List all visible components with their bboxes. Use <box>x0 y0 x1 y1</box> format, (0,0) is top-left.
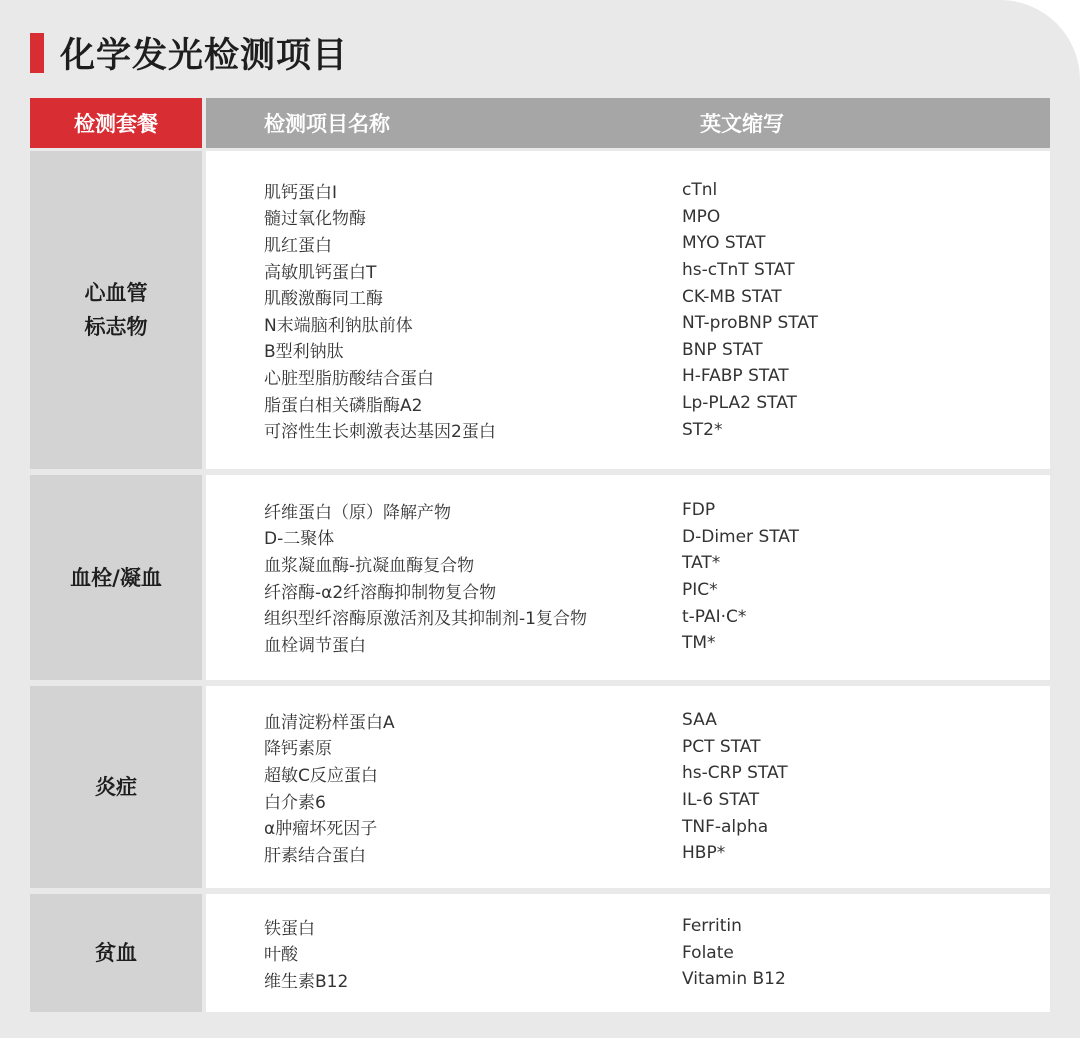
page-title-wrap <box>30 28 348 78</box>
group-category: 炎症 <box>30 686 202 888</box>
page-title: 化学发光检测项目 <box>60 36 349 76</box>
table-row <box>206 310 1050 337</box>
header-item-name: 检测项目名称 <box>264 112 390 136</box>
table-row <box>206 550 1050 577</box>
item-abbr: t-PAI·C* <box>682 606 747 627</box>
item-abbr: Ferritin <box>682 916 742 937</box>
item-abbr: CK-MB STAT <box>682 286 782 307</box>
test-items-table <box>30 98 1050 1018</box>
item-abbr: ST2* <box>682 419 723 440</box>
header-category: 检测套餐 <box>30 98 202 148</box>
table-row <box>206 760 1050 787</box>
table-row <box>206 204 1050 231</box>
group-category: 血栓/凝血 <box>30 475 202 680</box>
table-row <box>206 630 1050 657</box>
table-row <box>206 734 1050 761</box>
title-accent-bar <box>30 33 44 73</box>
item-abbr: FDP <box>682 500 716 521</box>
group-inflammation <box>30 686 1050 888</box>
item-abbr: PIC* <box>682 580 718 601</box>
item-abbr: HBP* <box>682 843 726 864</box>
item-name: N末端脑利钠肽前体 <box>264 315 413 336</box>
table-row <box>206 363 1050 390</box>
group-category: 贫血 <box>30 894 202 1012</box>
header-abbreviation: 英文缩写 <box>700 112 784 136</box>
item-name: 脂蛋白相关磷脂酶A2 <box>264 395 423 416</box>
item-name: 纤溶酶-α2纤溶酶抑制物复合物 <box>264 582 497 603</box>
item-name: 可溶性生长刺激表达基因2蛋白 <box>264 422 496 443</box>
item-name: 白介素6 <box>264 792 326 813</box>
item-abbr: Folate <box>682 942 734 963</box>
item-abbr: Vitamin B12 <box>682 969 786 990</box>
item-name: D-二聚体 <box>264 529 335 550</box>
table-row <box>206 416 1050 443</box>
item-name: 铁蛋白 <box>264 918 315 939</box>
table-row <box>206 230 1050 257</box>
item-abbr: D-Dimer STAT <box>682 526 799 547</box>
item-name: 髓过氧化物酶 <box>264 209 366 230</box>
item-name: 高敏肌钙蛋白T <box>264 262 377 283</box>
item-abbr: IL-6 STAT <box>682 790 760 811</box>
table-header <box>30 98 1050 148</box>
group-thrombosis <box>30 475 1050 680</box>
table-row <box>206 787 1050 814</box>
table-row <box>206 283 1050 310</box>
item-abbr: H-FABP STAT <box>682 366 789 387</box>
item-name: 维生素B12 <box>264 971 349 992</box>
item-name: 肝素结合蛋白 <box>264 845 366 866</box>
table-row <box>206 707 1050 734</box>
item-abbr: PCT STAT <box>682 736 761 757</box>
item-abbr: cTnl <box>682 180 718 201</box>
item-name: 纤维蛋白（原）降解产物 <box>264 502 451 523</box>
table-row <box>206 177 1050 204</box>
table-row <box>206 577 1050 604</box>
item-name: 肌钙蛋白I <box>264 182 338 203</box>
item-name: 超敏C反应蛋白 <box>264 765 378 786</box>
item-abbr: TAT* <box>682 553 721 574</box>
group-cardiovascular <box>30 151 1050 469</box>
group-items <box>206 475 1050 680</box>
item-abbr: Lp-PLA2 STAT <box>682 393 797 414</box>
item-name: 血栓调节蛋白 <box>264 635 366 656</box>
table-row <box>206 497 1050 524</box>
table-row <box>206 390 1050 417</box>
item-abbr: SAA <box>682 710 717 731</box>
table-row <box>206 940 1050 967</box>
group-items <box>206 151 1050 469</box>
table-row <box>206 840 1050 867</box>
header-rest <box>206 98 1050 148</box>
table-row <box>206 813 1050 840</box>
item-name: 肌酸激酶同工酶 <box>264 289 383 310</box>
item-name: 血浆凝血酶-抗凝血酶复合物 <box>264 555 475 576</box>
item-abbr: TM* <box>682 633 716 654</box>
table-row <box>206 257 1050 284</box>
group-category: 心血管 标志物 <box>30 151 202 469</box>
item-abbr: MYO STAT <box>682 233 766 254</box>
item-name: B型利钠肽 <box>264 342 344 363</box>
table-row <box>206 524 1050 551</box>
item-name: 血清淀粉样蛋白A <box>264 712 395 733</box>
table-row <box>206 603 1050 630</box>
item-abbr: NT-proBNP STAT <box>682 313 819 334</box>
item-abbr: hs-CRP STAT <box>682 763 788 784</box>
item-abbr: TNF-alpha <box>682 816 769 837</box>
table-row <box>206 966 1050 993</box>
item-abbr: MPO <box>682 206 721 227</box>
item-name: 叶酸 <box>264 945 298 966</box>
item-name: 组织型纤溶酶原激活剂及其抑制剂-1复合物 <box>264 609 587 630</box>
item-name: α肿瘤坏死因子 <box>264 819 378 840</box>
group-items <box>206 686 1050 888</box>
item-abbr: hs-cTnT STAT <box>682 260 795 281</box>
item-name: 肌红蛋白 <box>264 235 332 256</box>
item-name: 心脏型脂肪酸结合蛋白 <box>264 368 434 389</box>
table-row <box>206 913 1050 940</box>
group-items <box>206 894 1050 1012</box>
table-row <box>206 337 1050 364</box>
item-abbr: BNP STAT <box>682 339 763 360</box>
group-anemia <box>30 894 1050 1012</box>
item-name: 降钙素原 <box>264 739 332 760</box>
